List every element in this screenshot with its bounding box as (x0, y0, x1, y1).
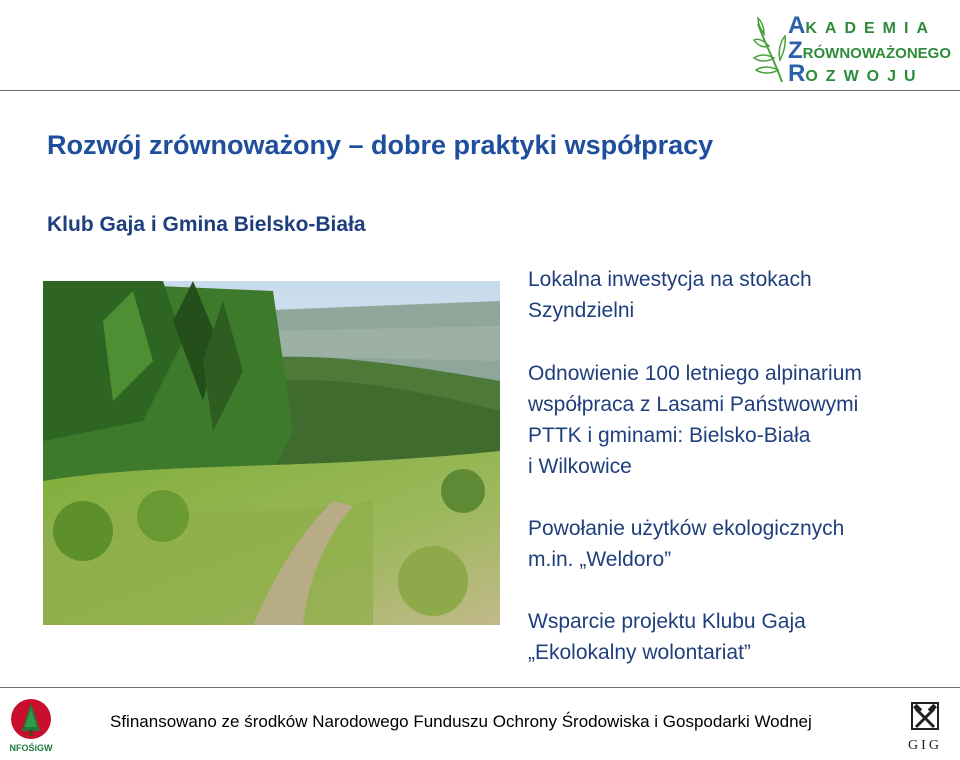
nfosigw-label: NFOŚiGW (9, 743, 53, 753)
footer-divider (0, 687, 960, 688)
leaf-icon (752, 4, 788, 84)
slide-subtitle: Klub Gaja i Gmina Bielsko-Biała (47, 213, 366, 236)
logo-row-1: AKADEMIA (788, 12, 937, 39)
gig-logo (898, 697, 952, 755)
paragraph-1: Lokalna inwestycja na stokach Szyndzielni (528, 268, 812, 322)
logo-row-2: ZRÓWNOWAŻONEGO (788, 37, 951, 64)
hammer-pick-icon (906, 697, 944, 735)
paragraph-3: Powołanie użytków ekologicznych m.in. „Weldoro” (528, 517, 845, 571)
mountain-photo (43, 281, 500, 625)
gig-label: GIG (908, 738, 942, 753)
paragraph-2: Odnowienie 100 letniego alpinarium współpraca z Lasami Państwowymi PTTK i gminami: Bielsko-Biała i Wilkowice (528, 362, 862, 478)
paragraph-4: Wsparcie projektu Klubu Gaja „Ekolokalny wolontariat” (528, 610, 806, 664)
nfosigw-logo (6, 697, 56, 755)
logo-row-3: ROZWOJU (788, 60, 924, 87)
header-divider (0, 90, 960, 91)
akademia-logo (752, 2, 960, 88)
footer-funding-text: Sfinansowano ze środków Narodowego Funduszu Ochrony Środowiska i Gospodarki Wodnej (110, 712, 812, 731)
slide-title: Rozwój zrównoważony – dobre praktyki współpracy (47, 130, 714, 160)
